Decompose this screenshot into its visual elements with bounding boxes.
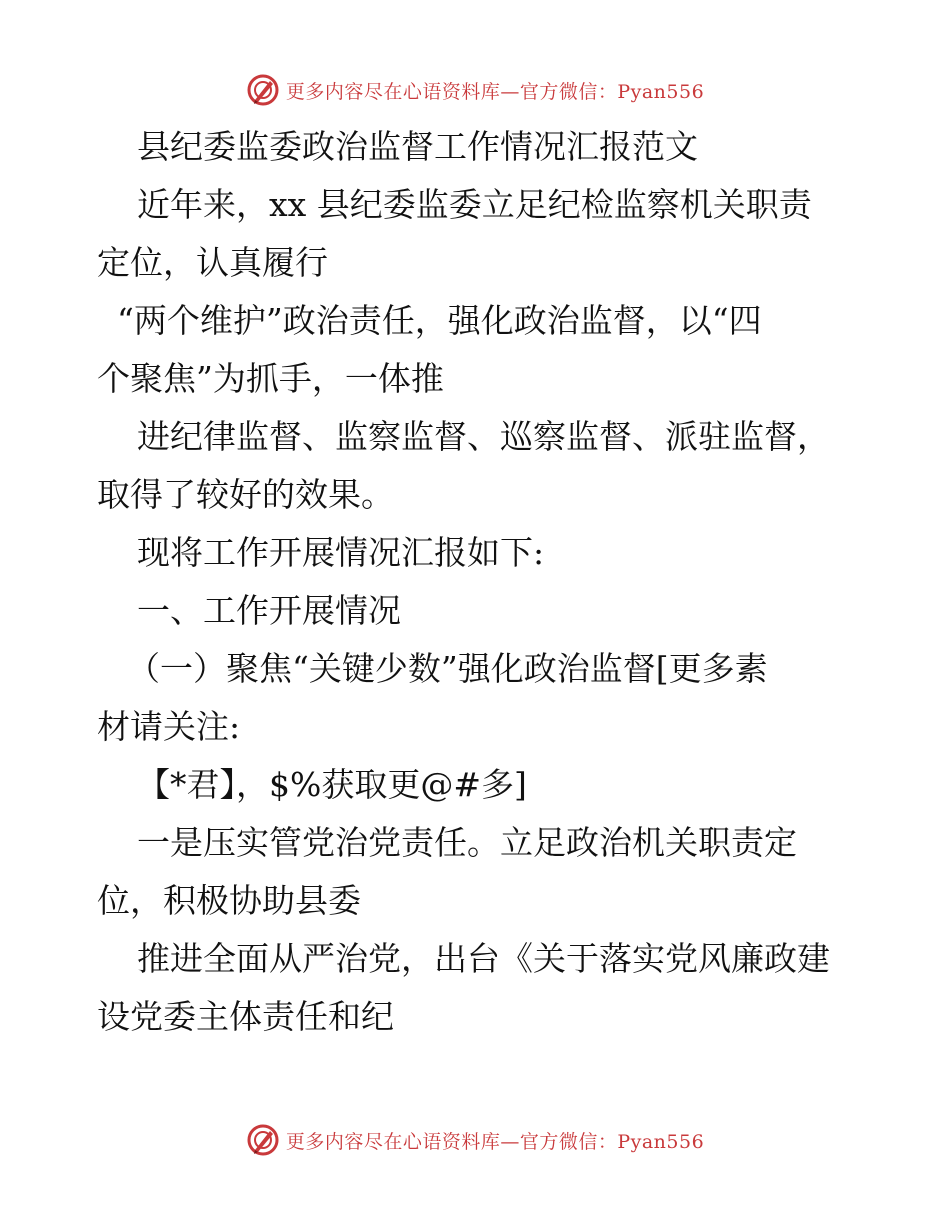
red-pen-circle-logo-icon xyxy=(246,1123,280,1157)
header-watermark xyxy=(0,72,950,108)
header-watermark-text: 更多内容尽在心语资料库—官方微信：Pyan556 xyxy=(285,80,705,103)
footer-watermark xyxy=(0,1122,950,1158)
document-title: 县纪委监委政治监督工作情况汇报范文 xyxy=(137,127,698,166)
paragraph-line: 设党委主体责任和纪 xyxy=(97,997,394,1036)
paragraph-line: 一是压实管党治党责任。立足政治机关职责定 xyxy=(137,823,797,862)
paragraph-line: “两个维护”政治责任，强化政治监督，以“四 xyxy=(117,301,762,340)
paragraph-line: 现将工作开展情况汇报如下: xyxy=(137,533,545,572)
paragraph-line: 推进全面从严治党，出台《关于落实党风廉政建 xyxy=(137,939,830,978)
red-pen-circle-logo-icon xyxy=(246,73,280,107)
paragraph-line: 材请关注: xyxy=(97,707,241,746)
paragraph-line: 进纪律监督、监察监督、巡察监督、派驻监督， xyxy=(137,417,830,456)
section-heading: 一、工作开展情况 xyxy=(137,591,401,630)
paragraph-line: 【*君】，$%获取更@#多] xyxy=(137,765,527,804)
paragraph-line: 个聚焦”为抓手，一体推 xyxy=(97,359,444,398)
paragraph-line: 取得了较好的效果。 xyxy=(97,475,394,514)
paragraph-line: 定位，认真履行 xyxy=(97,243,328,282)
paragraph-line: 位，积极协助县委 xyxy=(97,881,361,920)
subsection-heading: （一）聚焦“关键少数”强化政治监督[更多素 xyxy=(127,649,768,688)
footer-watermark-text: 更多内容尽在心语资料库—官方微信：Pyan556 xyxy=(285,1130,705,1153)
document-body xyxy=(97,118,867,1046)
paragraph-line: 近年来，xx 县纪委监委立足纪检监察机关职责 xyxy=(137,185,812,224)
